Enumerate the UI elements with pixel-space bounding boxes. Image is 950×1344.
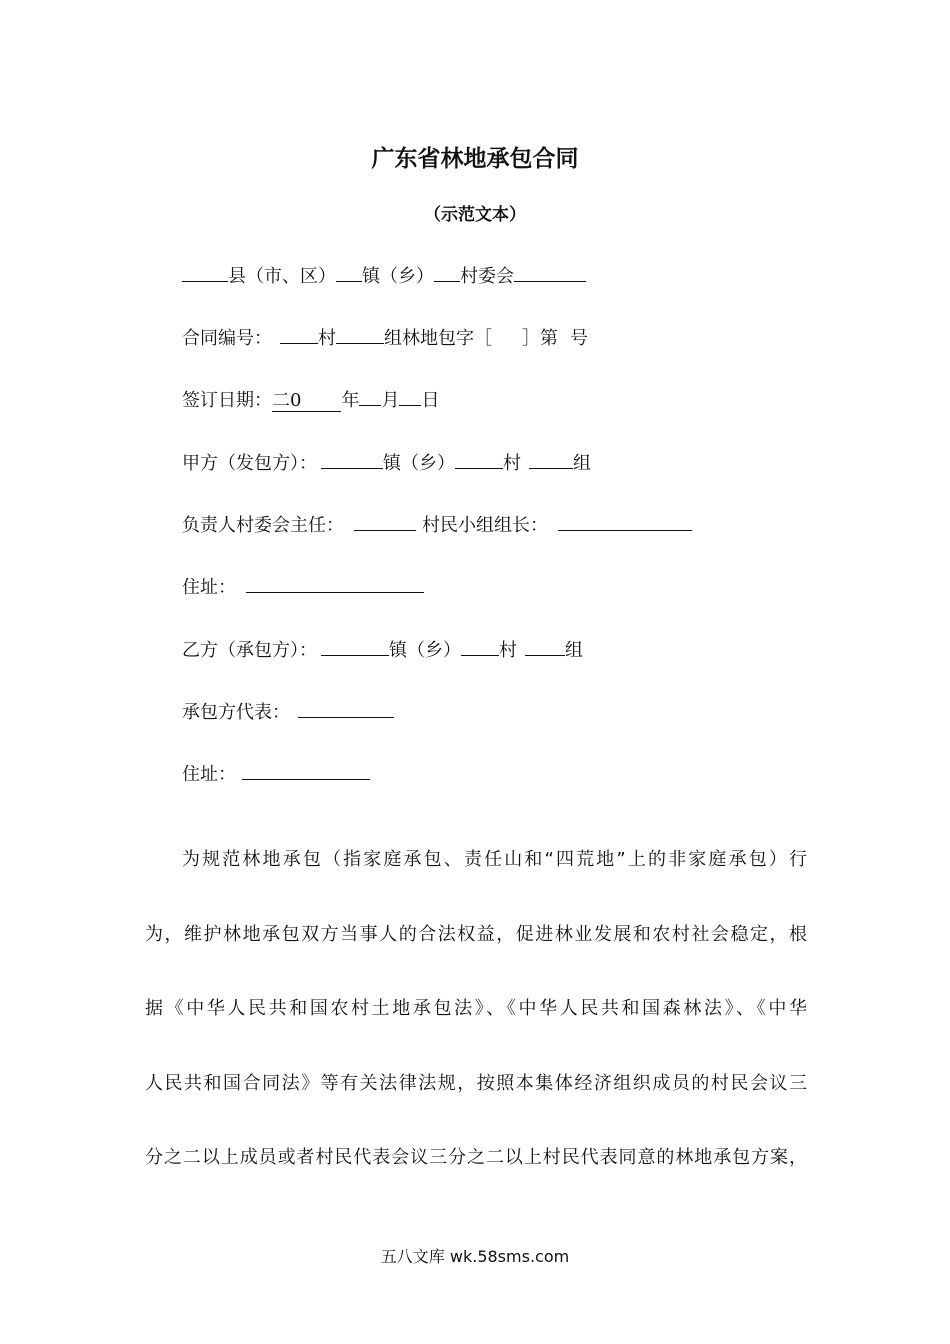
representative-blank[interactable] — [298, 697, 394, 718]
footer-watermark: 五八文库 wk.58sms.com — [380, 1247, 570, 1266]
responsible-person-line: 负责人村委会主任： 村民小组组长： — [182, 510, 692, 539]
party-b-village-blank[interactable] — [461, 635, 499, 656]
town-blank[interactable] — [336, 261, 362, 282]
body-line-1: 为规范林地承包（指家庭承包、责任山和“四荒地”上的非家庭承包）行 — [182, 849, 807, 870]
body-line-4: 人民共和国合同法》等有关法律法规，按照本集体经济组织成员的村民会议三 — [145, 1073, 807, 1094]
contract-group-blank[interactable] — [336, 323, 384, 344]
director-blank[interactable] — [354, 510, 416, 531]
party-a-address-blank[interactable] — [246, 572, 424, 593]
party-b-representative-line: 承包方代表： — [182, 697, 394, 726]
contract-village-blank[interactable] — [280, 323, 318, 344]
party-b-group-blank[interactable] — [525, 635, 565, 656]
county-town-village-line: 县（市、区） 镇（乡） 村委会 — [182, 261, 586, 290]
contract-number-line: 合同编号： 村 组林地包字［ ］第 号 — [182, 323, 588, 352]
party-b-address-blank[interactable] — [242, 759, 370, 780]
party-b-town-blank[interactable] — [321, 635, 389, 656]
sign-month-blank[interactable] — [359, 385, 381, 406]
body-line-3: 据《中华人民共和国农村土地承包法》、《中华人民共和国森林法》、《中华 — [145, 998, 807, 1019]
committee-blank[interactable] — [514, 261, 586, 282]
party-b-address-line: 住址： — [182, 759, 370, 788]
party-a-village-blank[interactable] — [455, 448, 503, 469]
body-line-2: 为，维护林地承包双方当事人的合法权益，促进林业发展和农村社会稳定，根 — [145, 924, 807, 945]
party-a-line: 甲方（发包方）： 镇（乡） 村 组 — [182, 448, 591, 477]
party-b-line: 乙方（承包方）： 镇（乡） 村 组 — [182, 635, 583, 664]
sign-day-blank[interactable] — [399, 385, 421, 406]
document-title: 广东省林地承包合同 — [371, 146, 579, 172]
sign-date-line: 签订日期：二0 年 月 日 — [182, 385, 439, 414]
party-a-group-blank[interactable] — [529, 448, 573, 469]
group-leader-blank[interactable] — [558, 510, 692, 531]
village-blank[interactable] — [434, 261, 460, 282]
county-blank[interactable] — [182, 261, 228, 282]
document-subtitle: （示范文本） — [424, 205, 526, 225]
party-a-town-blank[interactable] — [321, 448, 383, 469]
party-a-address-line: 住址： — [182, 572, 424, 601]
body-line-5: 分之二以上成员或者村民代表会议三分之二以上村民代表同意的林地承包方案， — [145, 1147, 807, 1168]
